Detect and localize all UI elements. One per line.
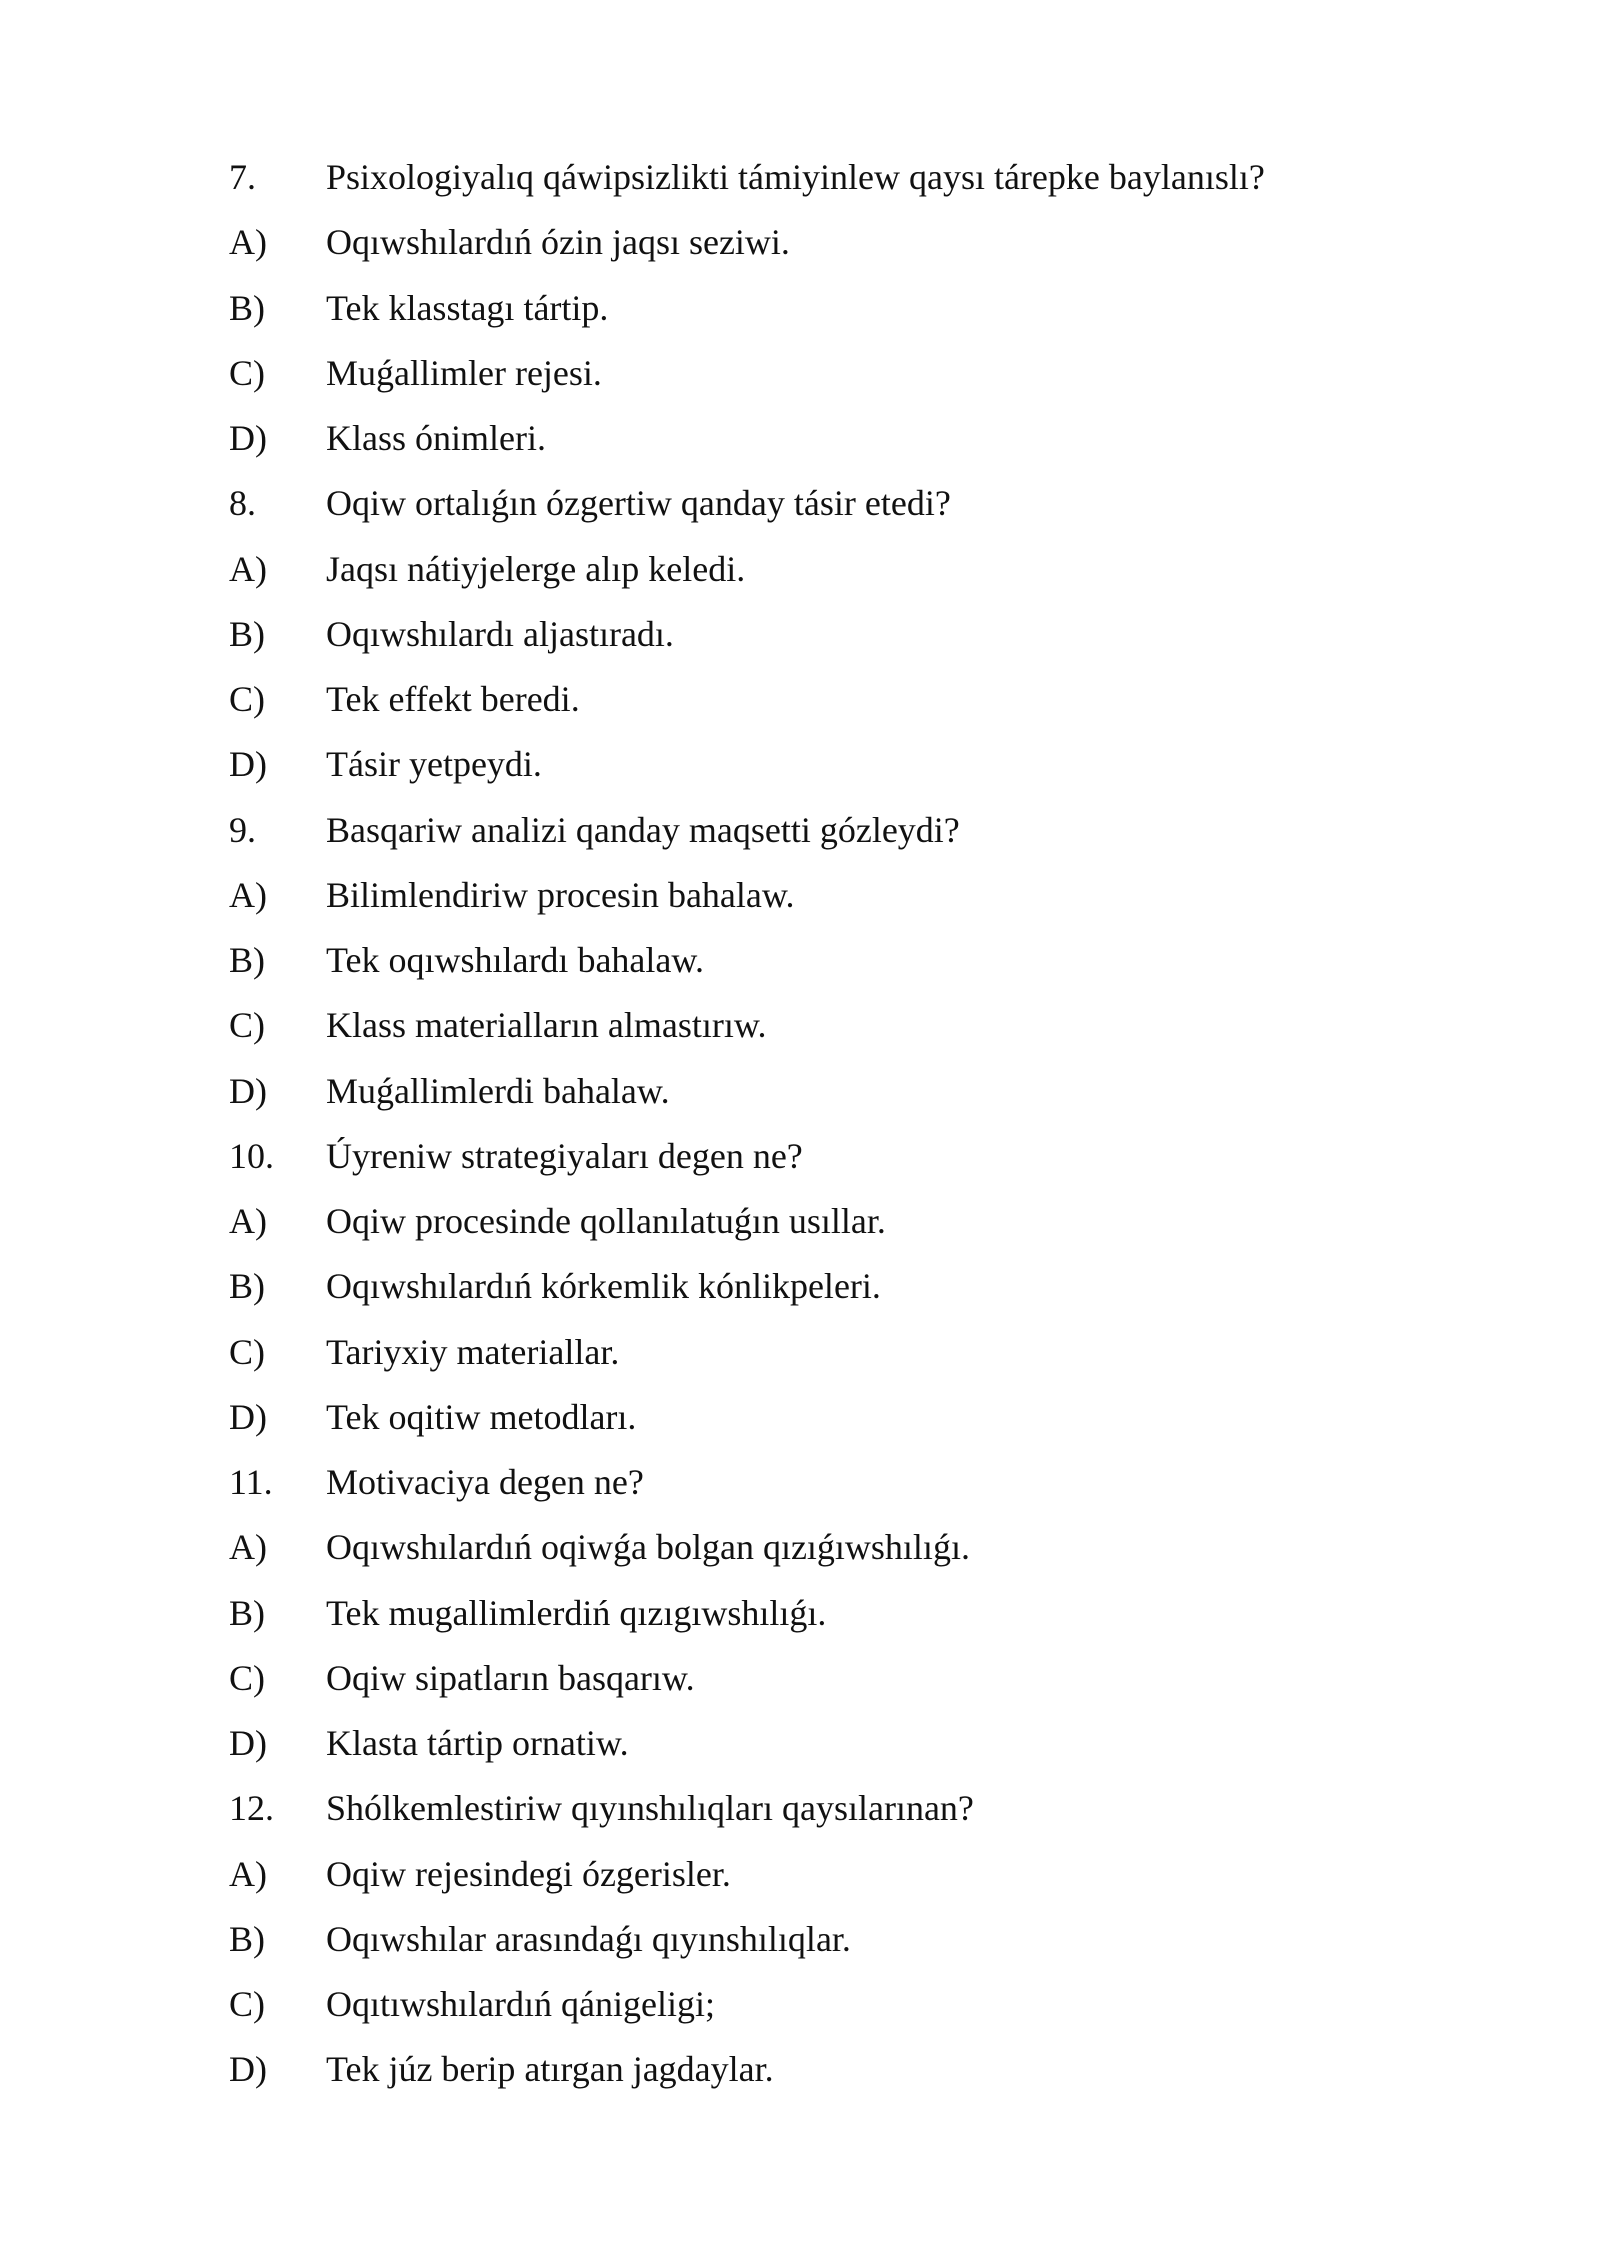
option-letter: B) [229,287,265,328]
option-text: Bilimlendiriw procesin bahalaw. [326,874,795,915]
option-12d [229,2042,1429,2107]
question-number: 11. [229,1462,273,1502]
question-9 [229,803,1429,868]
option-7a [229,215,1429,280]
option-9d [229,1064,1429,1129]
question-number: 10. [229,1135,274,1176]
option-letter: B) [229,1918,265,1959]
option-letter: C) [229,1005,265,1046]
option-7d [229,411,1429,476]
option-letter: C) [229,352,265,393]
option-letter: C) [229,1331,265,1372]
question-number: 7. [229,157,256,197]
option-letter: B) [229,613,265,654]
option-text: Oqiw rejesindegi ózgerisler. [326,1853,731,1894]
option-text: Oqıwshılardıń oqiwǵa bolgan qızıǵıwshılıǵı. [326,1527,970,1568]
option-letter: D) [229,744,267,785]
option-letter: D) [229,418,267,458]
option-letter: D) [229,1396,267,1437]
option-8b [229,607,1429,672]
question-number: 9. [229,809,256,850]
option-text: Oqiw procesinde qollanılatuǵın usıllar. [326,1201,886,1241]
option-11d [229,1716,1429,1781]
option-10a [229,1194,1429,1259]
option-letter: A) [229,222,267,263]
option-text: Tek oqitiw metodları. [326,1396,637,1437]
option-text: Jaqsı nátiyjelerge alıp keledi. [326,548,746,589]
question-12 [229,1781,1429,1846]
option-11c [229,1651,1429,1716]
option-9c [229,998,1429,1063]
option-text: Oqiw sipatların basqarıw. [326,1657,695,1698]
question-number: 8. [229,483,256,524]
question-7 [229,150,1429,215]
question-number: 12. [229,1788,274,1829]
option-letter: B) [229,1266,265,1307]
option-9b [229,933,1429,998]
option-letter: B) [229,1592,265,1633]
option-text: Muǵallimler rejesi. [326,352,602,393]
option-12a [229,1847,1429,1912]
option-text: Klass ónimleri. [326,418,546,458]
option-letter: D) [229,1723,267,1763]
question-text: Shólkemlestiriw qıyınshılıqları qaysılarınan? [326,1788,974,1829]
option-letter: C) [229,1657,265,1698]
option-7b [229,281,1429,346]
option-letter: C) [229,679,265,719]
option-text: Klasta tártip ornatiw. [326,1723,629,1763]
question-11 [229,1455,1429,1520]
option-text: Klass materialların almastırıw. [326,1005,767,1046]
option-text: Tek klasstagı tártip. [326,287,609,328]
option-10d [229,1390,1429,1455]
option-text: Tek effekt beredi. [326,679,580,719]
option-12b [229,1912,1429,1977]
question-10 [229,1129,1429,1194]
option-8d [229,737,1429,802]
question-text: Úyreniw strategiyaları degen ne? [326,1135,803,1176]
option-text: Tek mugallimlerdiń qızıgıwshılıǵı. [326,1592,827,1633]
option-11b [229,1586,1429,1651]
question-list [229,150,1429,2108]
question-text: Psixologiyalıq qáwipsizlikti támiyinlew qaysı tárepke baylanıslı? [326,157,1265,197]
option-text: Tásir yetpeydi. [326,744,542,785]
option-letter: C) [229,1984,265,2024]
option-11a [229,1520,1429,1585]
option-letter: B) [229,940,265,980]
question-text: Motivaciya degen ne? [326,1462,644,1502]
option-letter: D) [229,1070,267,1111]
option-8c [229,672,1429,737]
option-9a [229,868,1429,933]
option-letter: A) [229,548,267,589]
question-text: Oqiw ortalıǵın ózgertiw qanday tásir etedi? [326,483,951,524]
option-text: Oqıwshılardı aljastıradı. [326,613,674,654]
option-text: Oqıwshılardıń kórkemlik kónlikpeleri. [326,1266,881,1307]
option-text: Oqıwshılar arasındaǵı qıyınshılıqlar. [326,1918,851,1959]
option-text: Tariyxiy materiallar. [326,1331,620,1372]
option-10b [229,1259,1429,1324]
option-letter: A) [229,874,267,915]
option-12c [229,1977,1429,2042]
option-letter: A) [229,1527,267,1568]
option-10c [229,1325,1429,1390]
option-text: Tek oqıwshılardı bahalaw. [326,940,705,980]
option-letter: A) [229,1853,267,1894]
option-text: Oqıwshılardıń ózin jaqsı seziwi. [326,222,790,263]
option-text: Tek júz berip atırgan jagdaylar. [326,2049,774,2090]
option-text: Oqıtıwshılardıń qánigeligi; [326,1984,715,2024]
question-text: Basqariw analizi qanday maqsetti gózleydi? [326,809,960,850]
option-text: Muǵallimlerdi bahalaw. [326,1070,670,1111]
option-8a [229,542,1429,607]
option-7c [229,346,1429,411]
question-8 [229,476,1429,541]
option-letter: D) [229,2049,267,2090]
option-letter: A) [229,1201,267,1241]
